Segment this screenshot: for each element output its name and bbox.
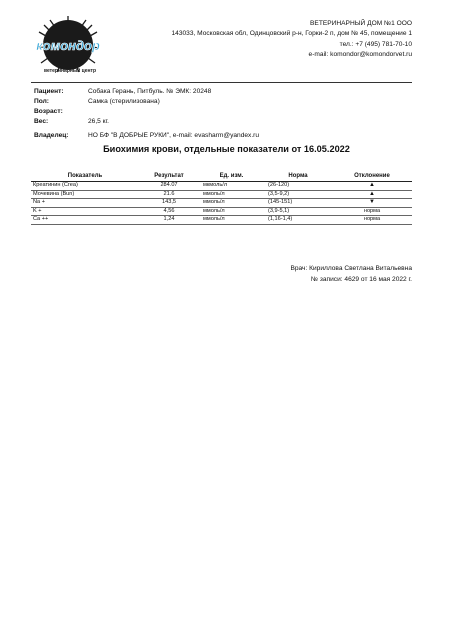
unit-cell: ммоль/л [199,216,264,225]
record-number: № записи: 4629 от 16 мая 2022 г. [310,276,412,283]
results-table [31,171,412,225]
clinic-phone: тел.: +7 (495) 781-70-10 [339,40,412,48]
norm-cell: (3,5-9,2) [264,190,332,199]
norm-cell: (1,16-1,4) [264,216,332,225]
norm-cell: (26-120) [264,182,332,191]
sex-label: Пол: [34,98,49,105]
unit-cell: ммоль/л [199,199,264,208]
indicator-cell: Креатинин (Crea) [31,182,139,191]
patient-info [34,87,259,141]
result-cell: 4,56 [139,207,199,216]
result-cell: 21.6 [139,190,199,199]
indicator-cell: Мочевина (Bun) [31,190,139,199]
clinic-address: 143033, Московская обл, Одинцовский р-н, Горки-2 п, дом № 45, помещение 1 [171,30,412,38]
patient-value: Собака Герань, Питбуль. № ЭМК: 20248 [88,88,212,95]
weight-label: Вес: [34,118,49,125]
table-header-row [31,171,412,182]
norm-cell: (3,9-5,1) [264,207,332,216]
deviation-cell: норма [332,216,412,225]
column-header: Отклонение [332,171,412,182]
indicator-cell: Na + [31,199,139,208]
column-header: Норма [264,171,332,182]
deviation-cell: норма [332,207,412,216]
table-row [31,207,412,216]
result-cell: 284.07 [139,182,199,191]
unit-cell: ммоль/л [199,207,264,216]
table-row [31,190,412,199]
column-header: Показатель [31,171,139,182]
deviation-down-icon: ▼ [332,199,412,208]
unit-cell: мкмоль/л [199,182,264,191]
clinic-email: e-mail: komondor@komondorvet.ru [308,51,412,59]
owner-label: Владелец: [34,132,69,139]
owner-value: НО БФ "В ДОБРЫЕ РУКИ", e-mail: evasharm@yandex.ru [88,132,260,139]
column-header: Результат [139,171,199,182]
column-header: Ед. изм. [199,171,264,182]
logo-text: комондор [36,38,100,53]
result-cell: 143,5 [139,199,199,208]
table-row [31,199,412,208]
table-row [31,216,412,225]
logo-caption: ветеринарный центр [43,68,97,74]
deviation-up-icon: ▲ [332,190,412,199]
unit-cell: ммоль/л [199,190,264,199]
weight-value: 26,5 кг. [88,118,109,125]
age-row [34,107,259,117]
signature-block [290,263,412,285]
clinic-name: ВЕТЕРИНАРНЫЙ ДОМ №1 ООО [310,20,412,27]
header-divider [31,82,412,83]
owner-row [34,131,259,141]
report-title: Биохимия крови, отдельные показатели от 16.05.2022 [103,144,350,154]
result-cell: 1,24 [139,216,199,225]
deviation-up-icon: ▲ [332,182,412,191]
indicator-cell: K + [31,207,139,216]
patient-row [34,87,259,97]
indicator-cell: Ca ++ [31,216,139,225]
clinic-header [171,19,412,61]
weight-row [34,117,259,127]
norm-cell: (145-151) [264,199,332,208]
sex-row [34,97,259,107]
doctor-name: Врач: Кириллова Светлана Витальевна [290,265,412,272]
sex-value: Самка (стерилизована) [88,98,160,105]
table-row [31,182,412,191]
patient-label: Пациент: [34,88,64,95]
age-label: Возраст: [34,108,63,115]
